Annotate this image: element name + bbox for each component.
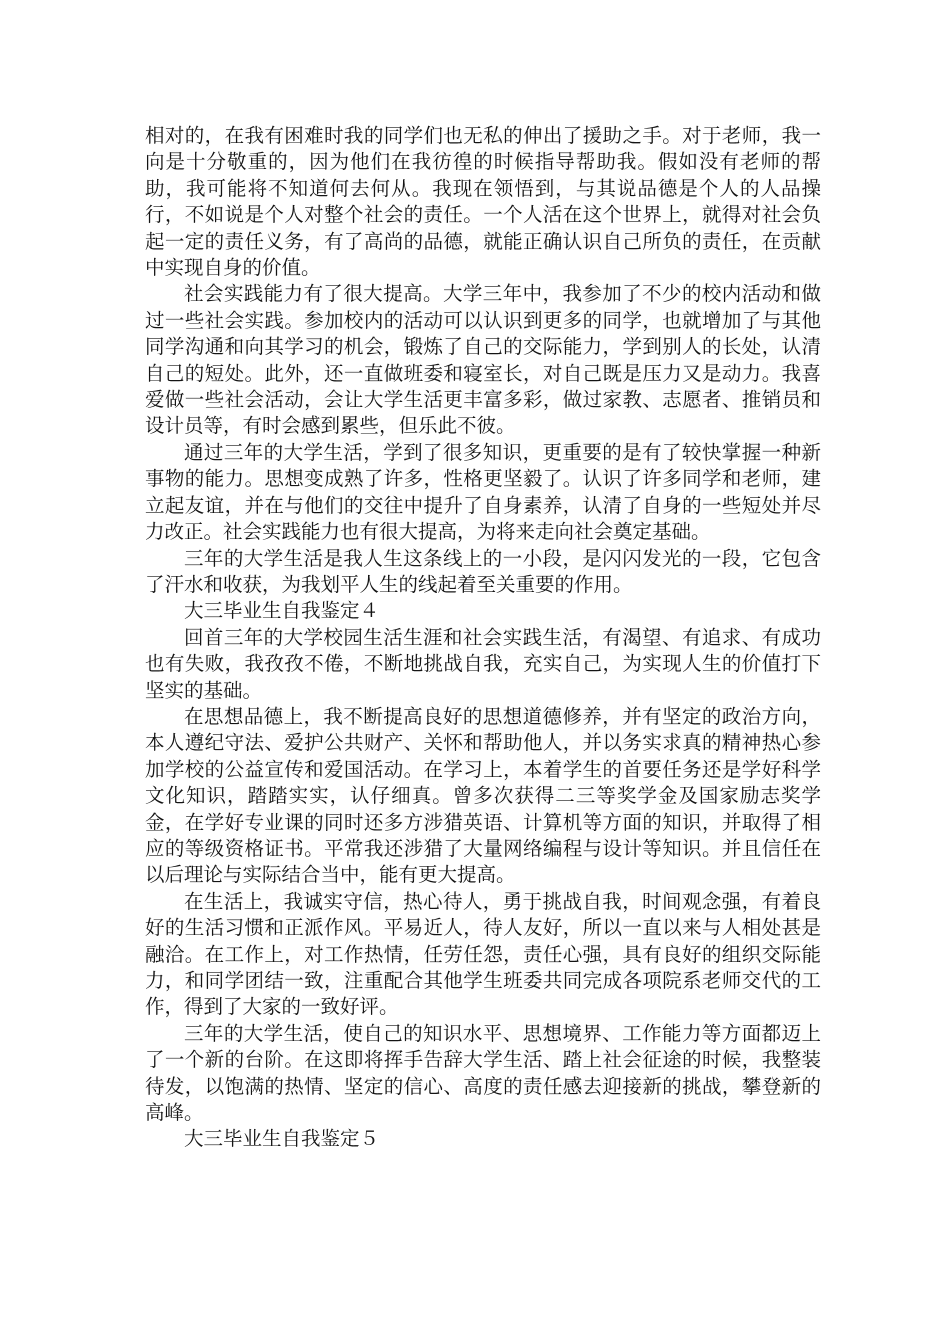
paragraph-life-segment: 三年的大学生活是我人生这条线上的一小段，是闪闪发光的一段，它包含了汗水和收获，为我划平人生的线起着至关重要的作用。 xyxy=(145,546,821,596)
section-heading-5: 大三毕业生自我鉴定５ xyxy=(184,1127,380,1151)
paragraph-ideology-study: 在思想品德上，我不断提高良好的思想道德修养，并有坚定的政治方向，本人遵纪守法、爱护公共财产、关怀和帮助他人，并以务实求真的精神热心参加学校的公益宣传和爱国活动。在学习上，本着学生的首要任务还是学好科学文化知识，踏踏实实，认仔细真。曾多次获得二三等奖学金及国家励志奖学金，在学好专业课的同时还多方涉猎英语、计算机等方面的知识，并取得了相应的等级资格证书。平常我还涉猎了大量网络编程与设计等知识。并且信任在以后理论与实际结合当中，能有更大提高。 xyxy=(145,704,821,887)
section-heading-4: 大三毕业生自我鉴定４ xyxy=(184,599,380,623)
paragraph-conclusion: 三年的大学生活，使自己的知识水平、思想境界、工作能力等方面都迈上了一个新的台阶。在这即将挥手告辞大学生活、踏上社会征途的时候，我整装待发，以饱满的热情、坚定的信心、高度的责任感去迎接新的挑战，攀登新的高峰。 xyxy=(145,1021,821,1125)
paragraph-continuation: 相对的，在我有困难时我的同学们也无私的伸出了援助之手。对于老师，我一向是十分敬重的，因为他们在我彷徨的时候指导帮助我。假如没有老师的帮助，我可能将不知道何去何从。我现在领悟到，与其说品德是个人的人品操行，不如说是个人对整个社会的责任。一个人活在这个世界上，就得对社会负起一定的责任义务，有了高尚的品德，就能正确认识自己所负的责任，在贡献中实现自身的价值。 xyxy=(145,124,821,280)
document-page xyxy=(145,123,821,1153)
paragraph-life-work: 在生活上，我诚实守信，热心待人，勇于挑战自我，时间观念强，有着良好的生活习惯和正派作风。平易近人，待人友好，所以一直以来与人相处甚是融洽。在工作上，对工作热情，任劳任怨，责任心强，具有良好的组织交际能力，和同学团结一致，注重配合其他学生班委共同完成各项院系老师交代的工作，得到了大家的一致好评。 xyxy=(145,889,821,1019)
paragraph-looking-back: 回首三年的大学校园生活生涯和社会实践生活，有渴望、有追求、有成功也有失败，我孜孜不倦，不断地挑战自我，充实自己，为实现人生的价值打下坚实的基础。 xyxy=(145,625,821,702)
paragraph-social-practice: 社会实践能力有了很大提高。大学三年中，我参加了不少的校内活动和做过一些社会实践。参加校内的活动可以认识到更多的同学，也就增加了与其他同学沟通和向其学习的机会，锻炼了自己的交际能力，学到别人的长处，认清自己的短处。此外，还一直做班委和寝室长，对自己既是压力又是动力。我喜爱做一些社会活动，会让大学生活更丰富多彩，做过家教、志愿者、推销员和设计员等，有时会感到累些，但乐此不彼。 xyxy=(145,282,821,438)
paragraph-three-years-learning: 通过三年的大学生活，学到了很多知识，更重要的是有了较快掌握一种新事物的能力。思想变成熟了许多，性格更坚毅了。认识了许多同学和老师，建立起友谊，并在与他们的交往中提升了自身素养，认清了自身的一些短处并尽力改正。社会实践能力也有很大提高，为将来走向社会奠定基础。 xyxy=(145,440,821,544)
